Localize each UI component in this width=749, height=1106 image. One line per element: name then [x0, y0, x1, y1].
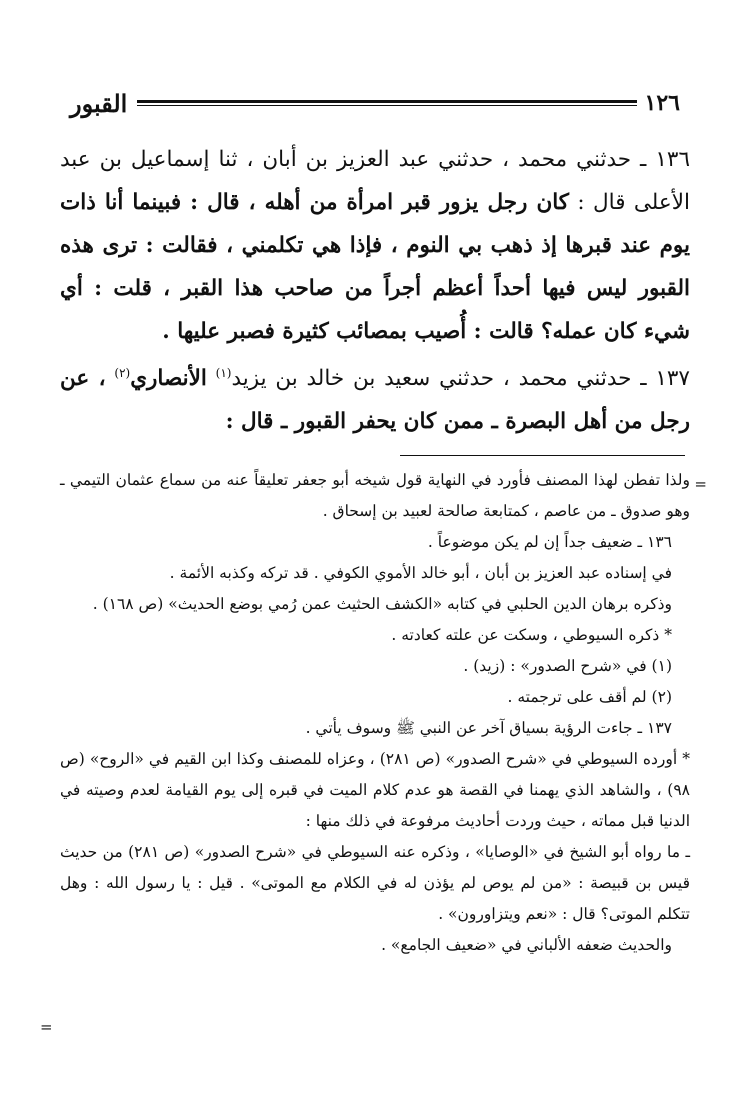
continuation-mark-end: = — [40, 1018, 53, 1036]
note-137-abu-shaykh: ـ ما رواه أبو الشيخ في «الوصايا» ، وذكره عنه السيوطي في «شرح الصدور» (ص ٢٨١) من حديث قيس بن قبيصة : «من لم يوص لم يؤذن له في الكلام مع الموتى» . قيل : يا رسول الله : وهل تتكلم الموتى؟ قال : «نعم ويتزاورون» . — [60, 843, 690, 923]
isnad-136: ١٣٦ ـ حدثني محمد ، حدثني عبد العزيز بن أبان ، ثنا إسماعيل بن عبد الأعلى قال : — [60, 147, 690, 215]
footnote-ref-2: (٢) — [114, 365, 131, 380]
note-136-isnad: في إسناده عبد العزيز بن أبان ، أبو خالد الأموي الكوفي . قد تركه وكذبه الأئمة . — [169, 564, 672, 582]
footnote-2: (٢) لم أقف على ترجمته . — [507, 688, 672, 706]
page-header — [70, 86, 680, 120]
note-136-grade: ١٣٦ ـ ضعيف جداً إن لم يكن موضوعاً . — [427, 533, 672, 551]
note-137-suyuti: * أورده السيوطي في «شرح الصدور» (ص ٢٨١) ، وعزاه للمصنف وكذا ابن القيم في «الروح» (ص ٩٨) ، والشاهد الذي يهمنا في القصة هو عدم كلام الميت في قبره إلى يوم القيامة لعدم وصيته في الدنيا قبل مماته ، حيث وردت أحاديث مرفوعة في ذلك منها : — [60, 750, 690, 830]
footnote-ref-1: (١) — [215, 365, 232, 380]
isnad-137: ١٣٧ ـ حدثني محمد ، حدثني سعيد بن خالد بن يزيد — [231, 366, 690, 391]
header-rule — [137, 100, 636, 106]
note-137-albani: والحديث ضعفه الألباني في «ضعيف الجامع» . — [381, 936, 672, 954]
footnote-continuation: ولذا تفطن لهذا المصنف فأورد في النهاية قول شيخه أبو جعفر تعليقاً عنه من سماع عثمان التيمي ـ وهو صدوق ـ من عاصم ، كمتابعة صالحة لعبيد بن إسحاق . — [60, 471, 690, 520]
note-136-reference: وذكره برهان الدين الحلبي في كتابه «الكشف الحثيث عمن رُمي بوضع الحديث» (ص ١٦٨) . — [92, 595, 672, 613]
footnotes — [60, 465, 690, 961]
running-title: القبور — [70, 88, 128, 118]
matn-137-start: ، عن رجل من أهل البصرة ـ ممن كان يحفر القبور ـ قال : — [60, 366, 690, 434]
continuation-mark-start: = — [694, 475, 707, 493]
note-136-suyuti: * ذكره السيوطي ، وسكت عن علته كعادته . — [391, 626, 672, 644]
paragraph-137 — [60, 357, 690, 443]
footnote-1: (١) في «شرح الصدور» : (زيد) . — [463, 657, 672, 675]
matn-136: كان رجل يزور قبر امرأة من أهله ، قال : فبينما أنا ذات يوم عند قبرها إذ ذهب بي النوم ، فإذا هي تكلمني ، فقالت : ترى هذه القبور ليس فيها أحداً أعظم أجراً من صاحب هذا القبر ، قلت : أي شيء كان عمله؟ قالت : أُصيب بمصائب كثيرة فصبر عليها . — [60, 190, 690, 344]
main-text — [60, 138, 690, 447]
paragraph-136 — [60, 138, 690, 353]
footnote-divider — [400, 455, 685, 456]
page-number: ١٢٦ — [644, 90, 680, 116]
note-137-grade: ١٣٧ ـ جاءت الرؤية بسياق آخر عن النبي ﷺ وسوف يأتي . — [305, 719, 672, 737]
narrator-name: الأنصاري — [130, 366, 207, 391]
